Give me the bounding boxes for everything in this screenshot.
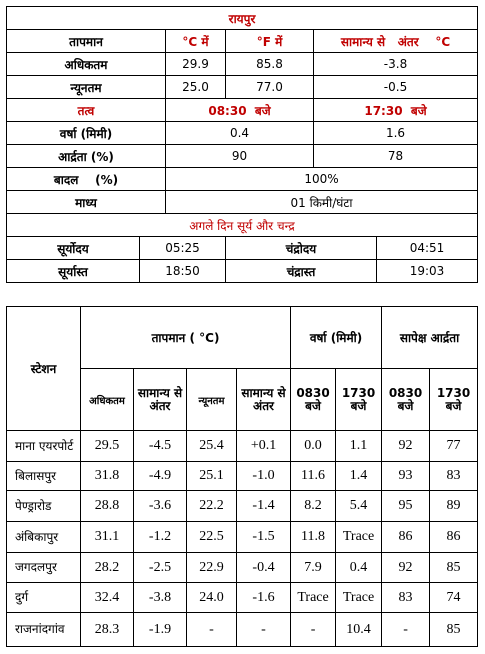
rain-0830-col-header: 0830 बजे bbox=[291, 369, 336, 431]
dev-max-cell: -3.6 bbox=[134, 491, 187, 522]
max-cell: 28.3 bbox=[81, 613, 134, 647]
max-f: 85.8 bbox=[226, 53, 314, 76]
min-cell: 22.9 bbox=[187, 553, 237, 583]
medium-value: 01 किमी/घंटा bbox=[166, 191, 478, 214]
rain-1730-cell: 1.1 bbox=[336, 431, 382, 462]
temp-label: तापमान bbox=[7, 30, 166, 53]
table-row bbox=[7, 583, 478, 613]
dev-max-cell: -4.5 bbox=[134, 431, 187, 462]
min-temp-row bbox=[7, 76, 478, 99]
min-dev: -0.5 bbox=[314, 76, 478, 99]
sunrise-label: सूर्योदय bbox=[7, 237, 140, 260]
dev-min-cell: -1.0 bbox=[237, 462, 291, 491]
rain-0830-cell: 8.2 bbox=[291, 491, 336, 522]
hum-1730-cell: 86 bbox=[430, 522, 478, 553]
celsius-header: °C में bbox=[166, 30, 226, 53]
humidity-row bbox=[7, 145, 478, 168]
moonset-value: 19:03 bbox=[377, 260, 478, 283]
station-name: जगदलपुर bbox=[7, 553, 81, 583]
dev-min-cell: -1.6 bbox=[237, 583, 291, 613]
min-label: न्यूनतम bbox=[7, 76, 166, 99]
element-header-row bbox=[7, 99, 478, 122]
sunset-value: 18:50 bbox=[140, 260, 226, 283]
station-table bbox=[6, 306, 478, 647]
element-label: तत्व bbox=[7, 99, 166, 122]
temp-group-header: तापमान ( °C) bbox=[81, 307, 291, 369]
dev-min-cell: +0.1 bbox=[237, 431, 291, 462]
time-1730-header: 17:30 बजे bbox=[314, 99, 478, 122]
rain-1730-cell: Trace bbox=[336, 522, 382, 553]
dev-min-col-header: सामान्य से अंतर bbox=[237, 369, 291, 431]
hum-0830-cell: 93 bbox=[382, 462, 430, 491]
min-cell: - bbox=[187, 613, 237, 647]
moonrise-value: 04:51 bbox=[377, 237, 478, 260]
rain-0830-cell: - bbox=[291, 613, 336, 647]
humidity-group-header: सापेक्ष आर्द्रता bbox=[382, 307, 478, 369]
hum-1730-cell: 85 bbox=[430, 553, 478, 583]
humidity-label: आर्द्रता (%) bbox=[7, 145, 166, 168]
hum-0830-cell: 86 bbox=[382, 522, 430, 553]
rain-0830-cell: 0.0 bbox=[291, 431, 336, 462]
station-header-row-1 bbox=[7, 307, 478, 369]
medium-label: माध्य bbox=[7, 191, 166, 214]
min-col-header: न्यूनतम bbox=[187, 369, 237, 431]
moonset-label: चंद्रास्त bbox=[226, 260, 377, 283]
station-name: राजनांदगांव bbox=[7, 613, 81, 647]
max-label: अधिकतम bbox=[7, 53, 166, 76]
sunrise-row bbox=[7, 237, 478, 260]
dev-max-cell: -4.9 bbox=[134, 462, 187, 491]
hum-0830-col-header: 0830 बजे bbox=[382, 369, 430, 431]
max-cell: 28.8 bbox=[81, 491, 134, 522]
rain-0830-cell: Trace bbox=[291, 583, 336, 613]
dev-min-cell: -1.5 bbox=[237, 522, 291, 553]
hum-1730-cell: 89 bbox=[430, 491, 478, 522]
rain-1730-cell: 10.4 bbox=[336, 613, 382, 647]
table-row bbox=[7, 553, 478, 583]
station-name: बिलासपुर bbox=[7, 462, 81, 491]
dev-min-cell: -0.4 bbox=[237, 553, 291, 583]
min-f: 77.0 bbox=[226, 76, 314, 99]
hum-1730-cell: 77 bbox=[430, 431, 478, 462]
hum-1730-cell: 85 bbox=[430, 613, 478, 647]
rain-0830-cell: 11.8 bbox=[291, 522, 336, 553]
dev-max-col-header: सामान्य से अंतर bbox=[134, 369, 187, 431]
sunset-row bbox=[7, 260, 478, 283]
sunrise-value: 05:25 bbox=[140, 237, 226, 260]
hum-0830-cell: 83 bbox=[382, 583, 430, 613]
station-name: दुर्ग bbox=[7, 583, 81, 613]
hum-1730-cell: 74 bbox=[430, 583, 478, 613]
rain-row bbox=[7, 122, 478, 145]
hum-0830-cell: 95 bbox=[382, 491, 430, 522]
max-cell: 29.5 bbox=[81, 431, 134, 462]
cloud-row bbox=[7, 168, 478, 191]
min-cell: 25.1 bbox=[187, 462, 237, 491]
hum-1730-col-header: 1730 बजे bbox=[430, 369, 478, 431]
min-c: 25.0 bbox=[166, 76, 226, 99]
rain-1730-cell: 1.4 bbox=[336, 462, 382, 491]
humidity-1730: 78 bbox=[314, 145, 478, 168]
hum-0830-cell: 92 bbox=[382, 553, 430, 583]
min-cell: 25.4 bbox=[187, 431, 237, 462]
table-row bbox=[7, 491, 478, 522]
hum-0830-cell: 92 bbox=[382, 431, 430, 462]
rain-1730-col-header: 1730 बजे bbox=[336, 369, 382, 431]
rain-1730-cell: Trace bbox=[336, 583, 382, 613]
table-row bbox=[7, 431, 478, 462]
dev-max-cell: -3.8 bbox=[134, 583, 187, 613]
rain-1730: 1.6 bbox=[314, 122, 478, 145]
rain-0830-cell: 7.9 bbox=[291, 553, 336, 583]
temp-header-row bbox=[7, 30, 478, 53]
dev-min-cell: -1.4 bbox=[237, 491, 291, 522]
station-header: स्टेशन bbox=[7, 307, 81, 431]
next-day-header: अगले दिन सूर्य और चन्द्र bbox=[7, 214, 478, 237]
hum-0830-cell: - bbox=[382, 613, 430, 647]
max-cell: 31.1 bbox=[81, 522, 134, 553]
rain-1730-cell: 0.4 bbox=[336, 553, 382, 583]
table-row bbox=[7, 462, 478, 491]
rain-1730-cell: 5.4 bbox=[336, 491, 382, 522]
sunset-label: सूर्यास्त bbox=[7, 260, 140, 283]
rain-label: वर्षा (मिमी) bbox=[7, 122, 166, 145]
cloud-value: 100% bbox=[166, 168, 478, 191]
dev-max-cell: -2.5 bbox=[134, 553, 187, 583]
max-temp-row bbox=[7, 53, 478, 76]
max-cell: 28.2 bbox=[81, 553, 134, 583]
fahrenheit-header: °F में bbox=[226, 30, 314, 53]
dev-min-cell: - bbox=[237, 613, 291, 647]
medium-row bbox=[7, 191, 478, 214]
table-row bbox=[7, 613, 478, 647]
city-title: रायपुर bbox=[7, 7, 478, 30]
deviation-header: सामान्य से अंतर °C bbox=[314, 30, 478, 53]
rain-0830-cell: 11.6 bbox=[291, 462, 336, 491]
max-cell: 32.4 bbox=[81, 583, 134, 613]
dev-max-cell: -1.2 bbox=[134, 522, 187, 553]
min-cell: 24.0 bbox=[187, 583, 237, 613]
humidity-0830: 90 bbox=[166, 145, 314, 168]
moonrise-label: चंद्रोदय bbox=[226, 237, 377, 260]
cloud-label: बादल (%) bbox=[7, 168, 166, 191]
hum-1730-cell: 83 bbox=[430, 462, 478, 491]
min-cell: 22.5 bbox=[187, 522, 237, 553]
station-name: माना एयरपोर्ट bbox=[7, 431, 81, 462]
max-dev: -3.8 bbox=[314, 53, 478, 76]
time-0830-header: 08:30 बजे bbox=[166, 99, 314, 122]
rain-0830: 0.4 bbox=[166, 122, 314, 145]
dev-max-cell: -1.9 bbox=[134, 613, 187, 647]
table-row bbox=[7, 522, 478, 553]
station-name: अंबिकापुर bbox=[7, 522, 81, 553]
station-name: पेण्ड्रारोड bbox=[7, 491, 81, 522]
min-cell: 22.2 bbox=[187, 491, 237, 522]
rain-group-header: वर्षा (मिमी) bbox=[291, 307, 382, 369]
max-c: 29.9 bbox=[166, 53, 226, 76]
raipur-weather-table bbox=[6, 6, 478, 283]
max-col-header: अधिकतम bbox=[81, 369, 134, 431]
max-cell: 31.8 bbox=[81, 462, 134, 491]
